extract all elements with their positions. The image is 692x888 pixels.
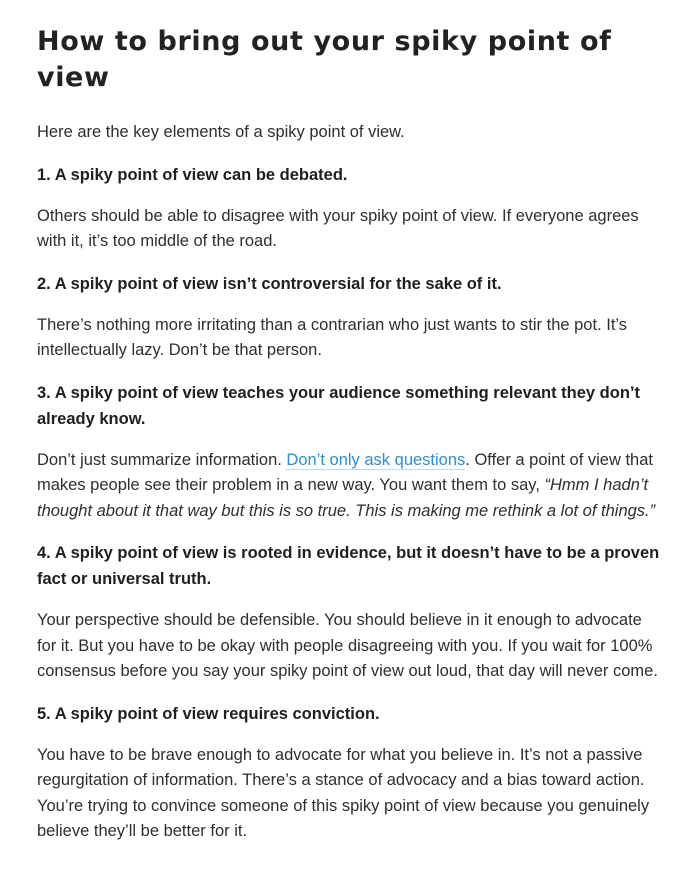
dont-only-ask-questions-link[interactable]: Don’t only ask questions xyxy=(286,450,466,469)
section-1-body: Others should be able to disagree with your spiky point of view. If everyone agrees with it, it’s too middle of the road. xyxy=(37,206,639,250)
intro-paragraph: Here are the key elements of a spiky point of view. xyxy=(37,123,405,141)
section-5-heading: 5. A spiky point of view requires conviction. xyxy=(37,704,380,723)
section-3-body xyxy=(37,448,662,525)
section-2-body: There’s nothing more irritating than a contrarian who just wants to stir the pot. It’s intellectually lazy. Don’t be that person. xyxy=(37,315,628,359)
section-4-heading: 4. A spiky point of view is rooted in evidence, but it doesn’t have to be a proven fact or universal truth. xyxy=(37,544,660,588)
section-4-body: Your perspective should be defensible. You should believe in it enough to advocate for it. But you have to be okay with people disagreeing with you. If you wait for 100% consensus before you say your spiky point of view out loud, that day will never come. xyxy=(37,611,658,680)
section-3-heading: 3. A spiky point of view teaches your audience something relevant they don’t already know. xyxy=(37,383,640,428)
section-2-heading: 2. A spiky point of view isn’t controversial for the sake of it. xyxy=(37,274,502,293)
section-3-body-text-after-link: . Offer a point of view that makes people see their problem in a new way. You want them to say, xyxy=(37,450,653,494)
section-3-quote: “Hmm I hadn’t thought about it that way but this is so true. This is making me rethink a lot of things.” xyxy=(37,476,656,520)
section-5-body: You have to be brave enough to advocate for what you believe in. It’s not a passive regurgitation of information. There’s a stance of advocacy and a bias toward action. You’re trying to convince someone of this spiky point of view because you genuinely believe they’ll be better for it. xyxy=(37,745,650,840)
section-3-body-text-before-link: Don’t just summarize information. xyxy=(37,450,287,469)
section-1-heading: 1. A spiky point of view can be debated. xyxy=(37,165,348,184)
page-title: How to bring out your spiky point of view xyxy=(37,26,612,93)
